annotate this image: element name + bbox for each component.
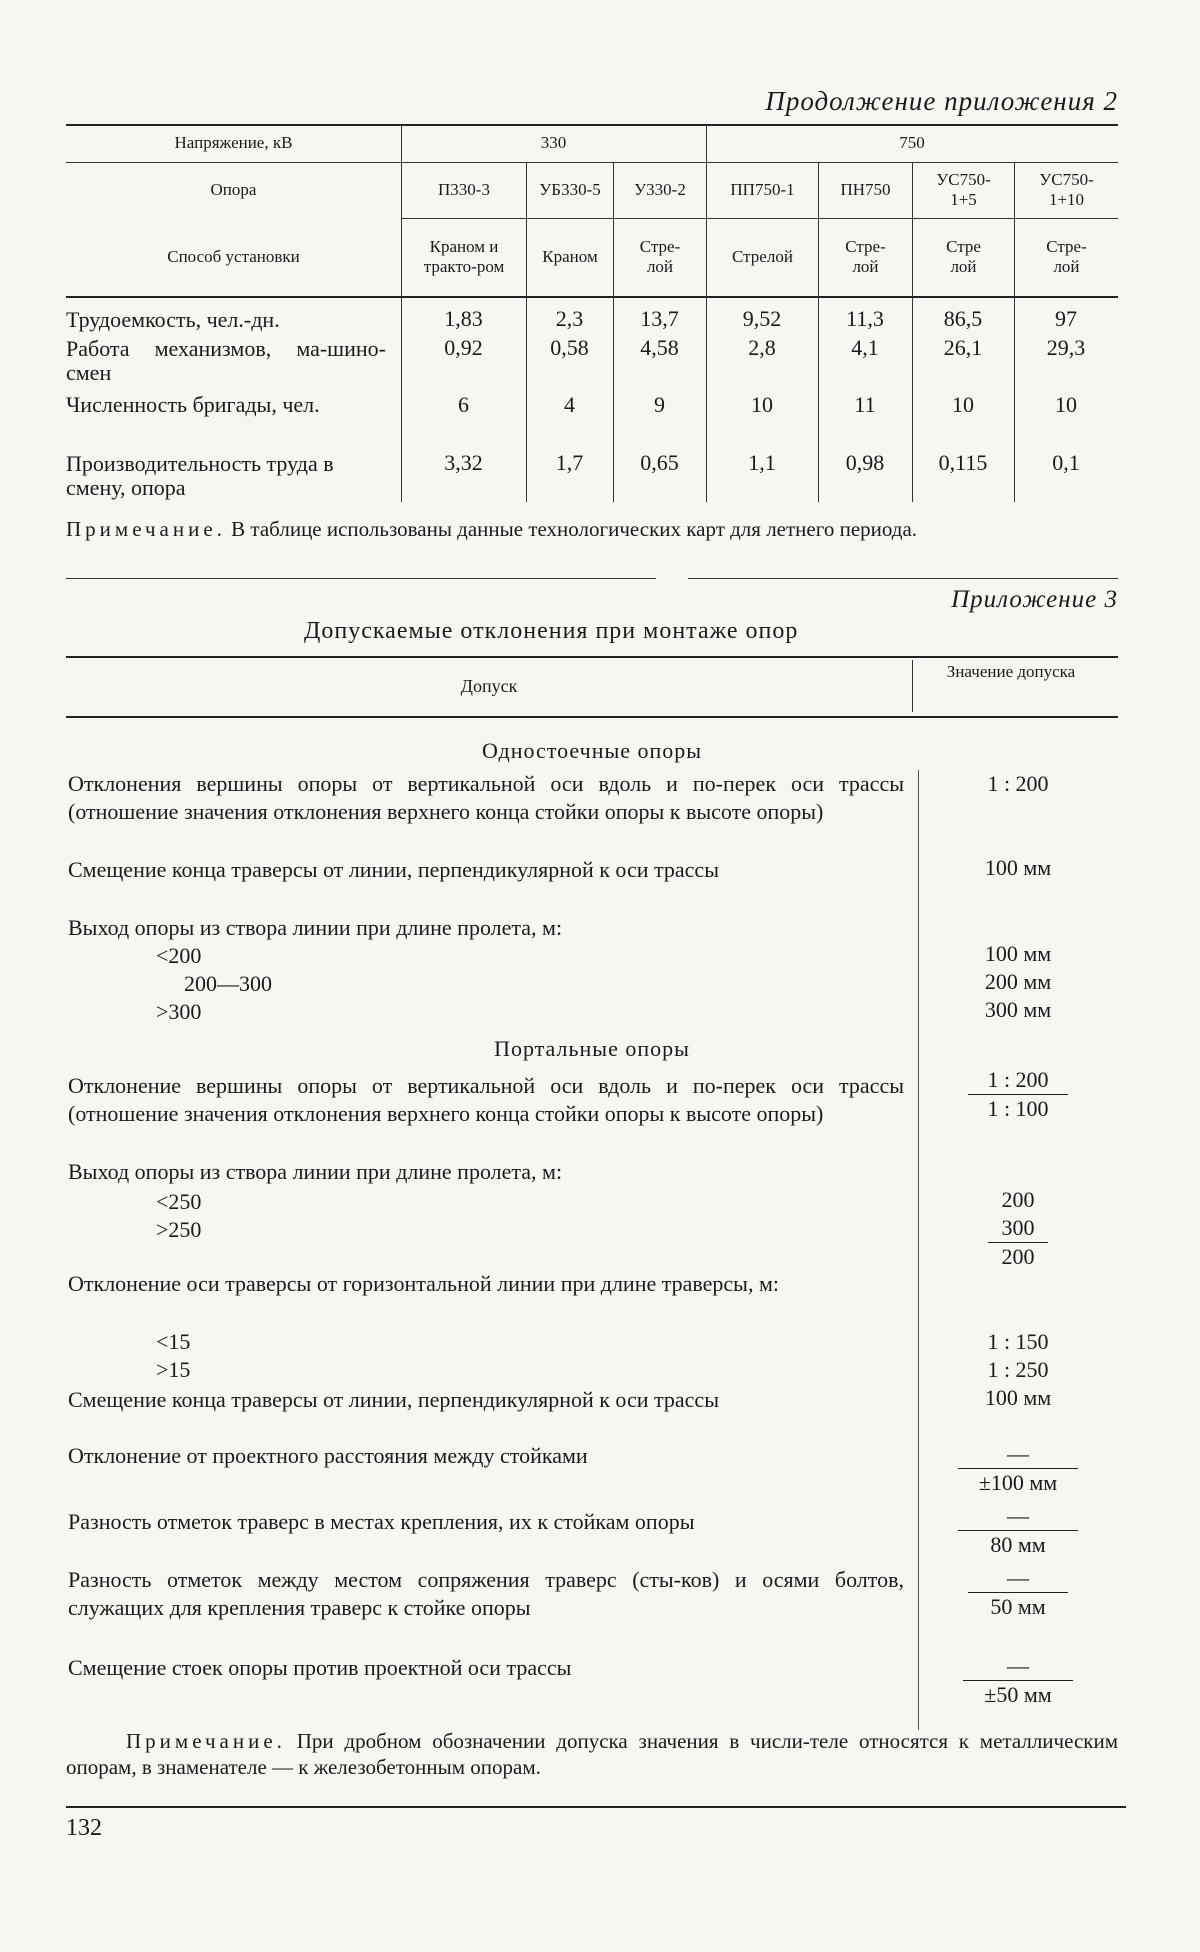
fraction-numerator: — [1007,1653,1029,1678]
tolerance-fraction [918,1564,1118,1621]
tolerance-text: Смещение конца траверсы от линии, перпендикулярной к оси трассы [68,857,719,882]
tolerance-fraction [918,1066,1118,1123]
tolerance-value: 200 мм [984,969,1052,994]
fraction-denominator: ±50 мм [984,1682,1052,1707]
header-330: 330 [540,133,567,152]
section-portal: Портальные опоры [494,1036,690,1061]
header-voltage: Напряжение, кВ [174,133,293,152]
row-label: Производительность труда в смену, опора [66,451,334,500]
install-method: Краном и тракто-ром [423,237,505,276]
span-range: >300 [156,999,202,1024]
table-cell: 1,7 [555,450,584,475]
fraction-denominator: 80 мм [990,1532,1046,1557]
support-name: УБ330-5 [539,180,601,199]
table-cell: 0,58 [550,335,589,360]
tolerance-value: 100 мм [984,1385,1052,1410]
table-cell: 0,115 [938,450,988,475]
fraction-denominator: ±100 мм [978,1470,1058,1495]
table-cell: 2,8 [748,335,776,360]
table-cell: 10 [1055,392,1077,417]
tolerance-value: 1 : 250 [987,1357,1049,1382]
tolerance-fraction [918,1652,1118,1709]
table-cell: 9 [654,392,665,417]
table-cell: 6 [458,392,469,417]
tolerance-value: 300 мм [984,997,1052,1022]
table-cell: 4 [564,392,575,417]
install-method: Стре-лой [1046,237,1087,276]
table-cell: 86,5 [943,306,983,331]
tolerance-text: Отклонения вершины опоры от вертикальной оси вдоль и по-перек оси трассы (отношение значения отклонения верхнего конца стойки опоры к высоте опоры) [68,771,904,824]
install-method: Стре-лой [845,237,886,276]
header-750: 750 [899,133,925,152]
table-note [66,516,1118,542]
span-range: >15 [156,1357,191,1382]
table-cell: 2,3 [555,306,584,331]
section-single-post: Одностоечные опоры [481,738,703,763]
col-tolerance: Допуск [460,676,518,696]
span-range: >250 [156,1217,202,1242]
tolerance-text: Смещение конца траверсы от линии, перпендикулярной к оси трассы [68,1387,719,1412]
tolerance-fraction [918,1440,1118,1497]
fraction-numerator: 1 : 200 [987,1067,1049,1092]
table-cell: 10 [952,392,974,417]
header-support: Опора [210,180,257,199]
table-cell: 0,65 [640,450,679,475]
support-name: ПП750-1 [730,180,795,199]
note-text: В таблице использованы данные технологических карт для летнего периода. [231,517,918,541]
fraction-numerator: — [1007,1441,1029,1466]
support-name: ПН750 [840,180,891,199]
tolerance-text: Выход опоры из створа линии при длине пролета, м: [68,1159,563,1184]
appendix-label: Приложение 3 [951,586,1118,613]
note-text: При дробном обозначении допуска значения в числи-теле относятся к металлическим опорам, в знаменателе — к железобетонным опорам. [66,1729,1119,1779]
install-method: Стрелой [732,247,793,266]
install-method: Стре лой [946,237,981,276]
install-method: Краном [542,247,598,266]
tolerance-value: 100 мм [984,855,1052,880]
span-range: <200 [156,943,202,968]
page-number: 132 [66,1815,102,1841]
tolerance-text: Смещение стоек опоры против проектной оси трассы [68,1655,572,1680]
table-cell: 11 [854,392,876,417]
install-method: Стре-лой [639,237,681,276]
tolerance-text: Разность отметок траверс в местах крепления, их к стойкам опоры [68,1509,695,1534]
tolerance-value: 1 : 200 [987,771,1049,796]
support-name: У330-2 [634,180,686,199]
fraction-denominator: 1 : 100 [987,1096,1049,1121]
support-name: П330-3 [438,180,490,199]
tolerance-text: Выход опоры из створа линии при длине пролета, м: [68,915,563,940]
continuation-heading: Продолжение приложения 2 [765,86,1118,116]
table-cell: 0,1 [1052,450,1080,475]
table-cell: 0,98 [845,450,885,475]
support-name: УС750-1+10 [1039,170,1094,209]
appendix-note [66,1728,1118,1780]
tolerance-value: 100 мм [984,941,1052,966]
table-cell: 4,1 [851,335,879,360]
note-prefix: Примечание. [66,517,226,541]
col-value: Значение допуска [946,662,1076,681]
header-method: Способ установки [167,247,300,266]
fraction-denominator: 200 [1001,1244,1035,1269]
fraction-numerator: — [1007,1565,1029,1590]
table-cell: 26,1 [943,335,983,360]
table-cell: 1,83 [444,306,483,331]
table-cell: 4,58 [640,335,679,360]
note-prefix: Примечание. [126,1729,286,1753]
tolerance-fraction [918,1502,1118,1559]
table-cell: 10 [751,392,773,417]
appendix-title: Допускаемые отклонения при монтаже опор [304,618,799,644]
fraction-numerator: 300 [1001,1215,1035,1240]
tolerance-text: Отклонение оси траверсы от горизонтальной линии при длине траверсы, м: [68,1271,779,1296]
table-cell: 0,92 [444,335,483,360]
table-cell: 11,3 [846,306,884,331]
support-name: УС750-1+5 [936,170,991,209]
tolerance-value: 1 : 150 [987,1329,1049,1354]
table-cell: 13,7 [640,306,679,331]
tolerance-fraction [918,1214,1118,1271]
fraction-numerator: — [1007,1503,1029,1528]
span-range: <250 [156,1189,202,1214]
tolerance-value: 200 [1001,1187,1035,1212]
table-cell: 29,3 [1046,335,1086,360]
row-label: Трудоемкость, чел.-дн. [66,307,280,332]
tolerance-text: Отклонение вершины опоры от вертикальной оси вдоль и по-перек оси трассы (отношение значения отклонения верхнего конца стойки опоры к высоте опоры) [68,1073,904,1126]
span-range: <15 [156,1329,191,1354]
table-cell: 97 [1055,306,1077,331]
row-label: Численность бригады, чел. [66,392,320,417]
fraction-denominator: 50 мм [990,1594,1046,1619]
tolerance-text: Отклонение от проектного расстояния между стойками [68,1443,588,1468]
table-cell: 9,52 [742,306,782,331]
row-label: Работа механизмов, ма-шино-смен [66,336,386,385]
span-range: 200—300 [184,971,272,996]
table-cell: 3,32 [444,450,483,475]
table-cell: 1,1 [748,450,776,475]
tolerance-text: Разность отметок между местом сопряжения траверс (сты-ков) и осями болтов, служащих для крепления траверс к стойке опоры [68,1567,904,1620]
